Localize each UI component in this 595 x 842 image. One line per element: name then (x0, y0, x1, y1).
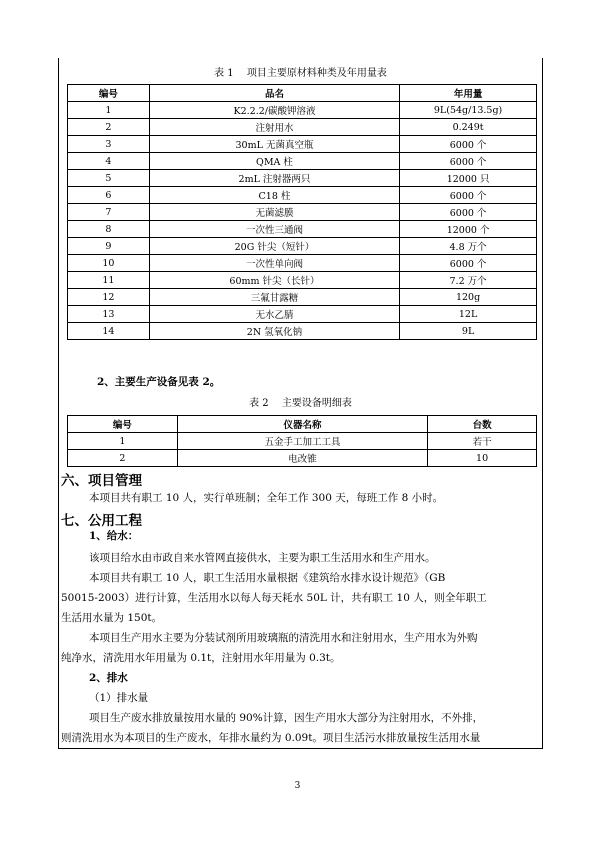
table-cell: 2 (68, 119, 150, 136)
water-supply-para2-line3: 生活用水量为 150t。 (61, 612, 163, 624)
table-cell: 6000 个 (400, 153, 537, 170)
table-row (68, 289, 537, 306)
table-row (68, 187, 537, 204)
table-cell: 4.8 万个 (400, 238, 537, 255)
table-header-row (68, 416, 537, 433)
page-frame (58, 58, 543, 749)
table-cell: 1 (68, 102, 150, 119)
table-cell: 6 (68, 187, 150, 204)
table-cell: 120g (400, 289, 537, 306)
table-row (68, 102, 537, 119)
table-row (68, 272, 537, 289)
header-quantity: 台数 (428, 416, 537, 433)
section7-heading: 七、公用工程 (61, 513, 142, 529)
table-row (68, 153, 537, 170)
equipment-table (67, 415, 537, 467)
table-cell: 12000 只 (400, 170, 537, 187)
table-cell: 注射用水 (149, 119, 399, 136)
table-row (68, 221, 537, 238)
water-supply-para2-line1: 本项目共有职工 10 人，职工生活用水量根据《建筑给水排水设计规范》（GB (89, 572, 446, 584)
page-number: 3 (294, 781, 301, 791)
table-cell: QMA 柱 (149, 153, 399, 170)
table-cell: 9 (68, 238, 150, 255)
table-cell: 12000 个 (400, 221, 537, 238)
table-cell: 8 (68, 221, 150, 238)
table-cell: 6000 个 (400, 255, 537, 272)
table-cell: 一次性单向阀 (149, 255, 399, 272)
table-cell: 12 (68, 289, 150, 306)
table-cell: 9L(54g/13.5g) (400, 102, 537, 119)
table-cell: 三氟甘露糖 (149, 289, 399, 306)
table-cell: C18 柱 (149, 187, 399, 204)
table-row (68, 238, 537, 255)
table-row (68, 433, 537, 450)
water-supply-heading: 1、给水： (89, 530, 139, 542)
table-row (68, 119, 537, 136)
table-row (68, 255, 537, 272)
table-cell: 一次性三通阀 (149, 221, 399, 238)
drainage-heading: 2、排水 (89, 672, 128, 684)
table-cell: 无水乙腈 (149, 306, 399, 323)
table-cell: 6000 个 (400, 204, 537, 221)
table-cell: 电改锥 (177, 450, 427, 467)
drainage-para-line1: 项目生产废水排放量按用水量的 90%计算，因生产用水大部分为注射用水，不外排， (89, 712, 484, 724)
table-cell: 5 (68, 170, 150, 187)
table-cell: 6000 个 (400, 136, 537, 153)
table-cell: K2.2.2/碳酸钾溶液 (149, 102, 399, 119)
table-cell: 60mm 针尖（长针） (149, 272, 399, 289)
water-supply-para3-line1: 本项目生产用水主要为分装试剂所用玻璃瓶的清洗用水和注射用水，生产用水为外购 (89, 632, 478, 644)
table-cell: 0.249t (400, 119, 537, 136)
table-cell: 9L (400, 323, 537, 340)
header-instrument-name: 仪器名称 (177, 416, 427, 433)
equipment-intro: 2、主要生产设备见表 2。 (97, 376, 221, 388)
table-cell: 20G 针尖（短针） (149, 238, 399, 255)
table-cell: 12L (400, 306, 537, 323)
table-cell: 10 (68, 255, 150, 272)
table-cell: 2N 氢氧化钠 (149, 323, 399, 340)
header-name: 品名 (149, 85, 399, 102)
materials-table (67, 84, 537, 340)
table-cell: 30mL 无菌真空瓶 (149, 136, 399, 153)
header-number: 编号 (68, 85, 150, 102)
table-cell: 7 (68, 204, 150, 221)
table-cell: 1 (68, 433, 178, 450)
table-cell: 11 (68, 272, 150, 289)
table-row (68, 136, 537, 153)
table-cell: 13 (68, 306, 150, 323)
table-row (68, 323, 537, 340)
header-number: 编号 (68, 416, 178, 433)
drainage-volume-heading: （1）排水量 (89, 692, 149, 704)
table-cell: 五金手工加工工具 (177, 433, 427, 450)
section6-paragraph: 本项目共有职工 10 人，实行单班制；全年工作 300 天，每班工作 8 小时。 (89, 492, 444, 504)
table-cell: 7.2 万个 (400, 272, 537, 289)
table2-caption: 表 2 主要设备明细表 (249, 398, 352, 409)
water-supply-para2-line2: 50015-2003）进行计算，生活用水以每人每天耗水 50L 计，共有职工 10 人，则全年职工 (61, 592, 487, 604)
water-supply-para3-line2: 纯净水，清洗用水年用量为 0.1t，注射用水年用量为 0.3t。 (61, 652, 341, 664)
water-supply-para1: 该项目给水由市政自来水管网直接供水，主要为职工生活用水和生产用水。 (89, 552, 436, 564)
table-cell: 2 (68, 450, 178, 467)
table-cell: 4 (68, 153, 150, 170)
table-row (68, 450, 537, 467)
table-cell: 6000 个 (400, 187, 537, 204)
table-header-row (68, 85, 537, 102)
table-row (68, 306, 537, 323)
table-cell: 10 (428, 450, 537, 467)
table-cell: 若干 (428, 433, 537, 450)
table-cell: 3 (68, 136, 150, 153)
table1-caption: 表 1 项目主要原材料种类及年用量表 (214, 68, 387, 79)
drainage-para-line2: 则清洗用水为本项目的生产废水，年排水量约为 0.09t。项目生活污水排放量按生活用水量 (61, 732, 481, 744)
section6-heading: 六、项目管理 (61, 473, 142, 489)
header-annual-usage: 年用量 (400, 85, 537, 102)
table-cell: 2mL 注射器两只 (149, 170, 399, 187)
table-cell: 14 (68, 323, 150, 340)
table-row (68, 170, 537, 187)
table-cell: 无菌滤膜 (149, 204, 399, 221)
table-row (68, 204, 537, 221)
